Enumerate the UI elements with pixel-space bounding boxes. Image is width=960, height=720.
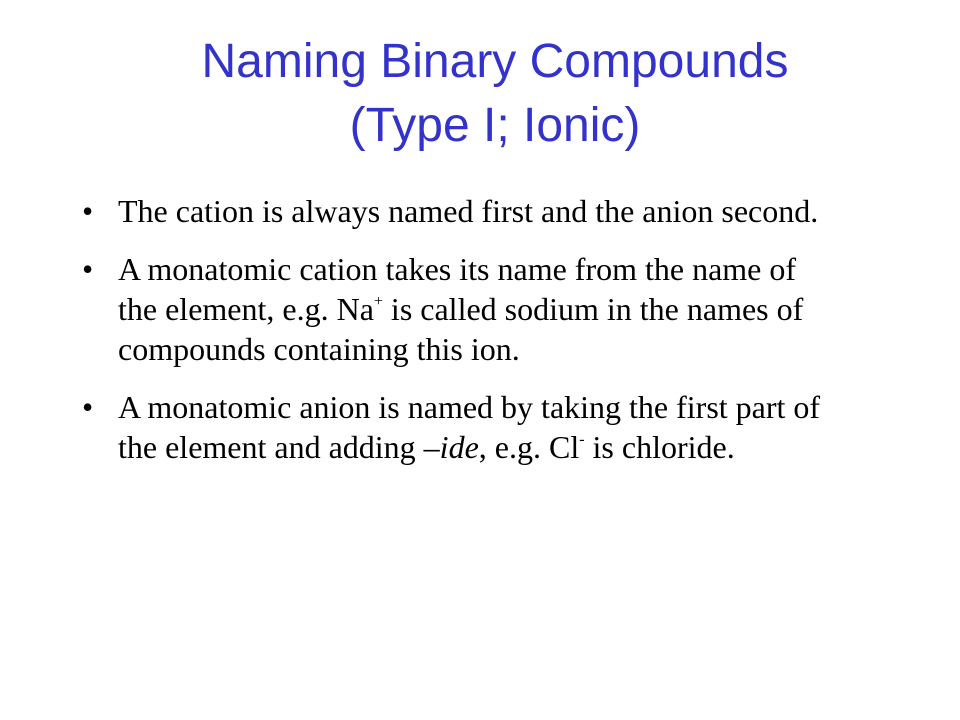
slide-title-line-2: (Type I; Ionic) bbox=[349, 99, 641, 152]
bullet-mark: • bbox=[82, 251, 94, 287]
bullet-item-cation-order bbox=[82, 191, 842, 231]
suffix-italic: –ide bbox=[423, 429, 479, 465]
bullet-text-part-3: is chloride. bbox=[584, 429, 735, 465]
bullet-text: The cation is always named first and the anion second. bbox=[118, 193, 819, 229]
bullet-text-part-1: A monatomic anion is named by taking the first part of the element and adding bbox=[118, 389, 821, 465]
charge-superscript: - bbox=[579, 431, 585, 448]
bullet-mark: • bbox=[82, 193, 94, 229]
bullet-list bbox=[82, 191, 842, 485]
bullet-item-monatomic-cation bbox=[82, 249, 842, 369]
bullet-item-monatomic-anion bbox=[82, 387, 842, 467]
slide-title bbox=[0, 30, 960, 158]
bullet-text-part-2: , e.g. Cl bbox=[478, 429, 580, 465]
slide-title-line-1: Naming Binary Compounds bbox=[201, 35, 789, 88]
bullet-mark: • bbox=[82, 389, 94, 425]
bullet-text-part-1: A monatomic cation takes its name from the name of the element, e.g. Na bbox=[118, 251, 797, 327]
bullet-text-part-2: is called sodium in the names of compounds containing this ion. bbox=[118, 291, 804, 367]
charge-superscript: + bbox=[373, 293, 383, 310]
